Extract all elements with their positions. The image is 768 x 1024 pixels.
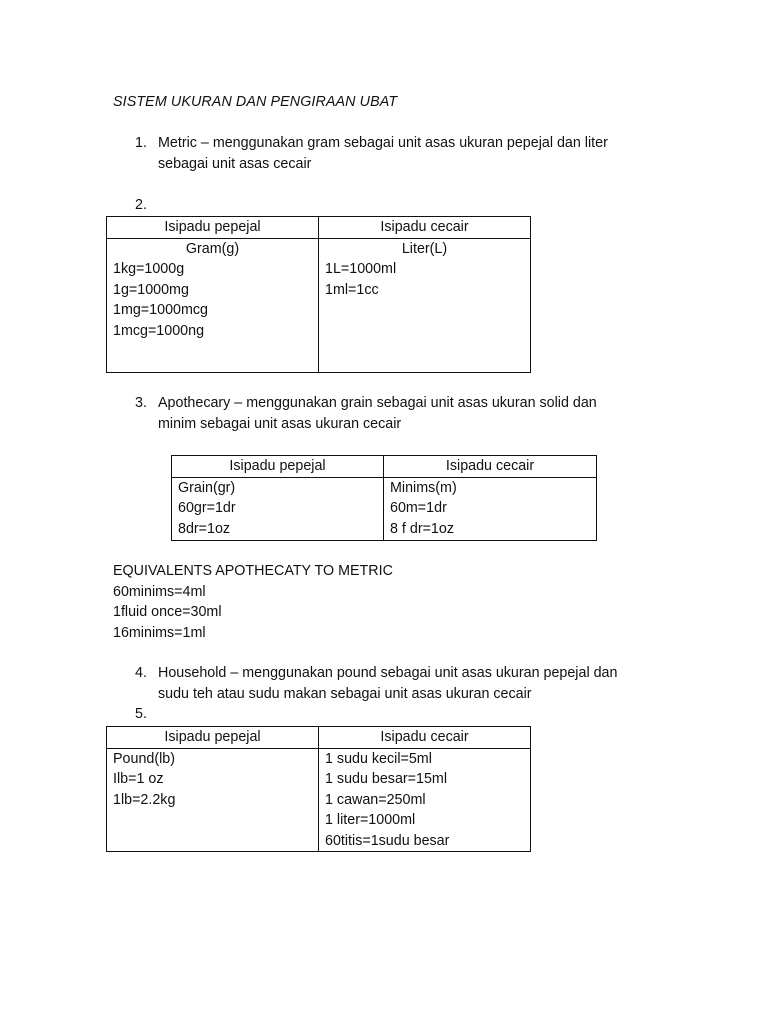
table-cell bbox=[107, 748, 319, 852]
conversion: 8 f dr=1oz bbox=[390, 520, 454, 537]
item-number: 4. bbox=[135, 665, 147, 681]
conversion: 1kg=1000g bbox=[113, 261, 185, 277]
table-cell bbox=[172, 477, 384, 541]
conversion: Pound(lb) bbox=[113, 750, 175, 767]
apothecary-table bbox=[171, 455, 597, 541]
household-table bbox=[106, 726, 531, 852]
page-title: SISTEM UKURAN DAN PENGIRAAN UBAT bbox=[113, 94, 398, 110]
table-cell bbox=[319, 748, 531, 852]
conversion: 1mcg=1000ng bbox=[113, 322, 205, 339]
table-cell bbox=[384, 477, 597, 541]
unit-label: Liter(L) bbox=[401, 240, 448, 257]
table-header: Isipadu cecair bbox=[319, 727, 531, 749]
conversion: 60gr=1dr bbox=[178, 500, 236, 516]
table-header: Isipadu pepejal bbox=[172, 456, 384, 478]
conversion: 1lb=2.2kg bbox=[113, 791, 176, 808]
list-item-apothecary bbox=[135, 393, 675, 434]
item-text-line: minim sebagai unit asas ukuran cecair bbox=[158, 415, 402, 432]
item-text-line: Household – menggunakan pound sebagai unit asas ukuran pepejal dan bbox=[158, 665, 618, 681]
item-text-line: Apothecary – menggunakan grain sebagai unit asas ukuran solid dan bbox=[158, 395, 597, 411]
conversion: 1 liter=1000ml bbox=[325, 812, 416, 828]
item-number: 5. bbox=[135, 706, 147, 722]
conversion: 1 sudu besar=15ml bbox=[325, 771, 447, 787]
conversion: 8dr=1oz bbox=[178, 520, 231, 537]
conversion: 1 cawan=250ml bbox=[325, 791, 426, 808]
conversion: 1mg=1000mcg bbox=[113, 302, 208, 318]
table-cell bbox=[107, 238, 319, 373]
conversion: 1L=1000ml bbox=[325, 261, 397, 277]
item-number: 1. bbox=[135, 135, 147, 151]
unit-label: Gram(g) bbox=[185, 240, 240, 257]
section-heading: EQUIVALENTS APOTHECATY TO METRIC bbox=[113, 563, 393, 579]
metric-table bbox=[106, 216, 531, 373]
conversion: Ilb=1 oz bbox=[113, 771, 164, 787]
table-header: Isipadu cecair bbox=[384, 456, 597, 478]
conversion: Grain(gr) bbox=[178, 479, 236, 496]
table-cell bbox=[319, 238, 531, 373]
conversion: 60titis=1sudu besar bbox=[325, 832, 450, 849]
table-header: Isipadu pepejal bbox=[107, 727, 319, 749]
item-text-line: sudu teh atau sudu makan sebagai unit asas ukuran cecair bbox=[158, 685, 532, 702]
conversion: 1 sudu kecil=5ml bbox=[325, 750, 432, 767]
conversion: Minims(m) bbox=[390, 479, 457, 496]
item-number: 3. bbox=[135, 395, 147, 411]
table-header: Isipadu cecair bbox=[319, 217, 531, 239]
equivalent-line: 1fluid once=30ml bbox=[113, 604, 222, 620]
list-item-household bbox=[135, 663, 675, 704]
list-item-metric bbox=[135, 133, 675, 174]
conversion: 1ml=1cc bbox=[325, 281, 379, 298]
table-header: Isipadu pepejal bbox=[107, 217, 319, 239]
equivalent-line: 16minims=1ml bbox=[113, 624, 206, 641]
conversion: 1g=1000mg bbox=[113, 281, 189, 298]
item-text-line: sebagai unit asas cecair bbox=[158, 155, 312, 172]
item-number: 2. bbox=[135, 197, 147, 213]
equivalents-section bbox=[113, 561, 393, 643]
item-text-line: Metric – menggunakan gram sebagai unit asas ukuran pepejal dan liter bbox=[158, 135, 608, 151]
conversion: 60m=1dr bbox=[390, 500, 447, 516]
equivalent-line: 60minims=4ml bbox=[113, 583, 206, 600]
